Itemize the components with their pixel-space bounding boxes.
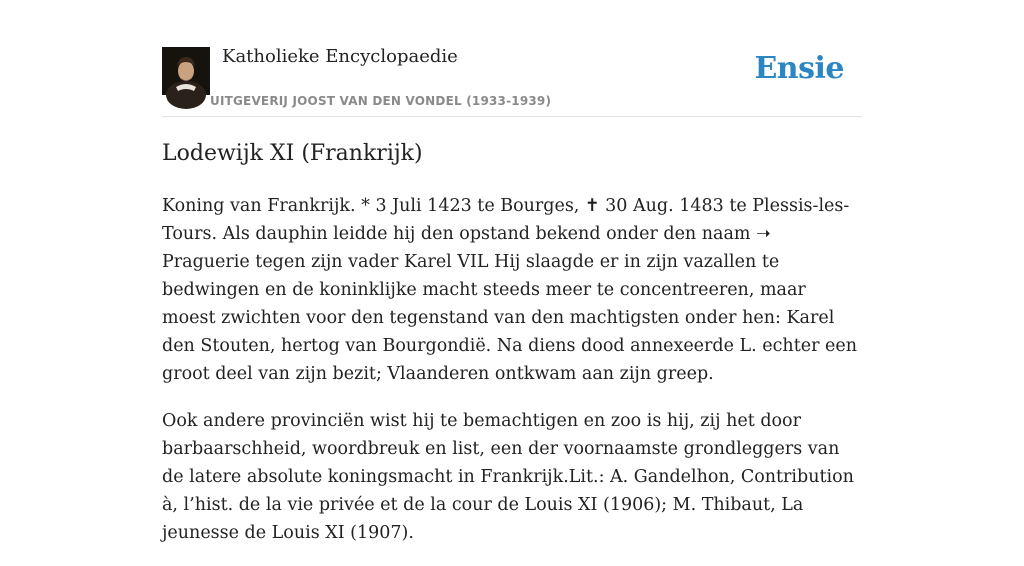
source-header [162, 0, 862, 117]
source-avatar[interactable] [162, 47, 210, 95]
paragraph: Ook andere provinciën wist hij te bemachtigen en zoo is hij, zij het door barbaarschheid, woordbreuk en list, een der voornaamste grondleggers van de latere absolute koningsmacht in Frankrijk.Lit.: A. Gandelhon, Contribution à, l’hist. de la vie privée et de la cour de Louis XI (1906); M. Thibaut, La jeunesse de Louis XI (1907). [162, 411, 854, 543]
source-title[interactable]: Katholieke Encyclopaedie [222, 46, 458, 67]
publisher-label: UITGEVERIJ JOOST VAN DEN VONDEL (1933-1939) [210, 94, 552, 108]
entry-title: Lodewijk XI (Frankrijk) [162, 141, 423, 166]
portrait-icon [162, 47, 210, 95]
ensie-logo-link[interactable]: Ensie [754, 51, 844, 86]
paragraph: Koning van Frankrijk. * 3 Juli 1423 te Bourges, ✝ 30 Aug. 1483 te Plessis-les-Tours. Als dauphin leidde hij den opstand bekend onder den naam ➝ Praguerie tegen zijn vader Karel VIL Hij slaagde er in zijn vazallen te bedwingen en de koninklijke macht steeds meer te concentreeren, maar moest zwichten voor den tegenstand van den machtigsten onder hen: Karel den Stouten, hertog van Bourgondië. Na diens dood annexeerde L. echter een groot deel van zijn bezit; Vlaanderen ontkwam aan zijn greep. [162, 196, 858, 384]
entry-body [162, 192, 862, 566]
page-container [162, 0, 862, 543]
